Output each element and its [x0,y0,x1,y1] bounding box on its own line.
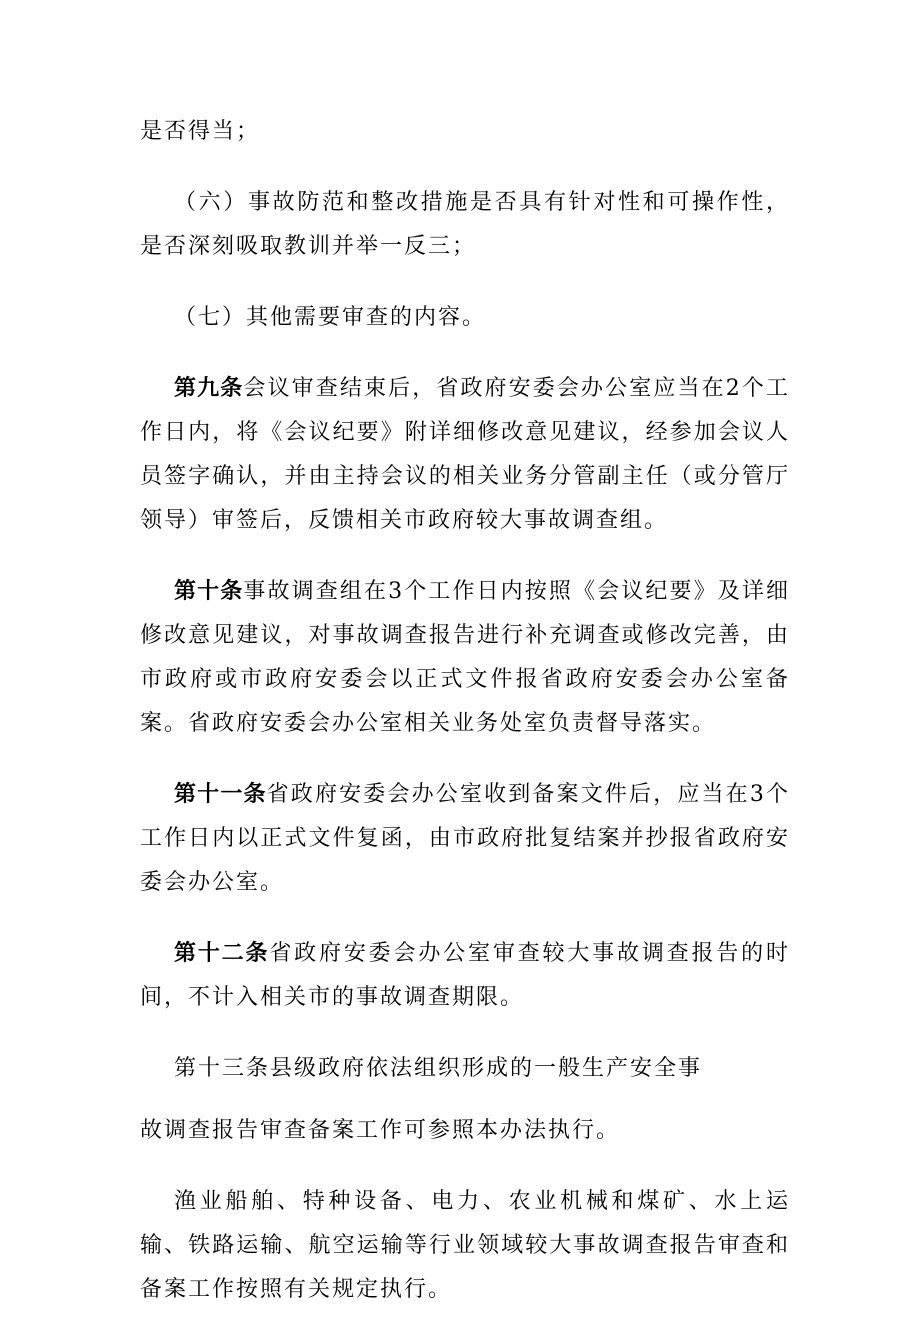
article-13-continuation [140,1109,790,1153]
article-11 [140,773,790,905]
article-title: 第十条 [174,579,244,604]
article-title: 第十一条 [174,782,267,807]
article-text: 省政府安委会办公室审查较大事故调查报告的时间，不计入相关市的事故调查期限。 [140,941,790,1010]
article-line: 故调查报告审查备案工作可参照本办法执行。 [140,1118,621,1143]
paragraph-text: （六）事故防范和整改措施是否具有针对性和可操作性，是否深刻吸取教训并举一反三； [140,190,790,259]
paragraph-text: 渔业船舶、特种设备、电力、农业机械和煤矿、水上运输、铁路运输、航空运输等行业领域较大事故调查报告审查和备案工作按照有关规定执行。 [140,1189,790,1302]
article-10 [140,570,790,746]
article-12 [140,932,790,1020]
paragraph-item-7 [140,296,790,340]
article-text: 事故调查组在3个工作日内按照《会议纪要》及详细修改意见建议，对事故调查报告进行补充调查或修改完善，由市政府或市政府安委会以正式文件报省政府安委会办公室备案。省政府安委会办公室相关业务处室负责督导落实。 [140,579,790,736]
article-text: 省政府安委会办公室收到备案文件后，应当在3个工作日内以正式文件复函，由市政府批复结案并抄报省政府安委会办公室。 [140,782,790,895]
paragraph-industry-rules [140,1180,790,1312]
document-body [140,110,790,1339]
paragraph-text: （七）其他需要审查的内容。 [174,305,487,330]
paragraph-item-6 [140,181,790,269]
article-13 [140,1047,790,1091]
article-title: 第十二条 [174,941,270,966]
paragraph-text: 是否得当； [140,119,261,144]
paragraph-continuation [140,110,790,154]
article-text: 会议审查结束后，省政府安委会办公室应当在2个工作日内，将《会议纪要》附详细修改意见建议，经参加会议人员签字确认，并由主持会议的相关业务分管副主任（或分管厅领导）审签后，反馈相关市政府较大事故调查组。 [140,376,790,533]
article-line: 第十三条县级政府依法组织形成的一般生产安全事 [174,1056,703,1081]
article-title: 第九条 [174,376,244,401]
article-9 [140,367,790,543]
